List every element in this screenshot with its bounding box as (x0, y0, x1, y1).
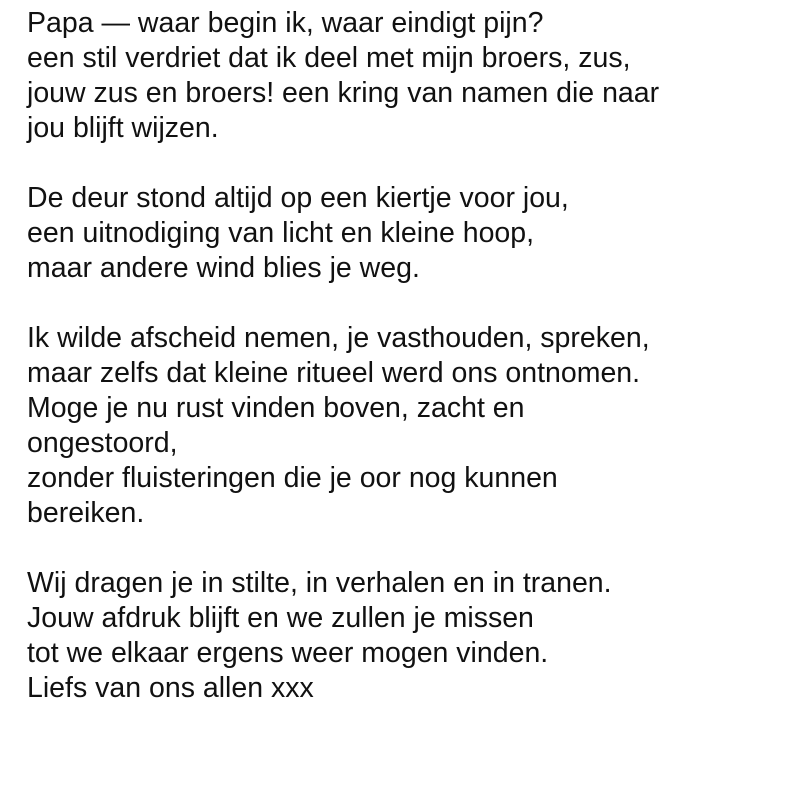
poem-line: zonder fluisteringen die je oor nog kunnen (27, 462, 558, 494)
poem-line: een uitnodiging van licht en kleine hoop, (27, 217, 535, 249)
poem-line: een stil verdriet dat ik deel met mijn broers, zus, (27, 42, 631, 74)
poem-text (27, 6, 777, 706)
poem-line: ongestoord, (27, 427, 178, 459)
stanza-1 (27, 6, 777, 146)
poem-line: Ik wilde afscheid nemen, je vasthouden, spreken, (27, 322, 650, 354)
stanza-4 (27, 566, 777, 706)
poem-line: Wij dragen je in stilte, in verhalen en in tranen. (27, 567, 612, 599)
poem-line: De deur stond altijd op een kiertje voor jou, (27, 182, 569, 214)
stanza-3 (27, 321, 777, 531)
poem-line: maar andere wind blies je weg. (27, 252, 420, 284)
poem-line: bereiken. (27, 497, 145, 529)
poem-line: Liefs van ons allen xxx (27, 672, 314, 704)
poem-line: tot we elkaar ergens weer mogen vinden. (27, 637, 549, 669)
poem-line: Moge je nu rust vinden boven, zacht en (27, 392, 525, 424)
poem-line: Jouw afdruk blijft en we zullen je missen (27, 602, 534, 634)
poem-line: jou blijft wijzen. (27, 112, 219, 144)
poem-line: maar zelfs dat kleine ritueel werd ons ontnomen. (27, 357, 641, 389)
stanza-2 (27, 181, 777, 286)
poem-line: Papa — waar begin ik, waar eindigt pijn? (27, 7, 544, 39)
poem-line: jouw zus en broers! een kring van namen die naar (27, 77, 660, 109)
